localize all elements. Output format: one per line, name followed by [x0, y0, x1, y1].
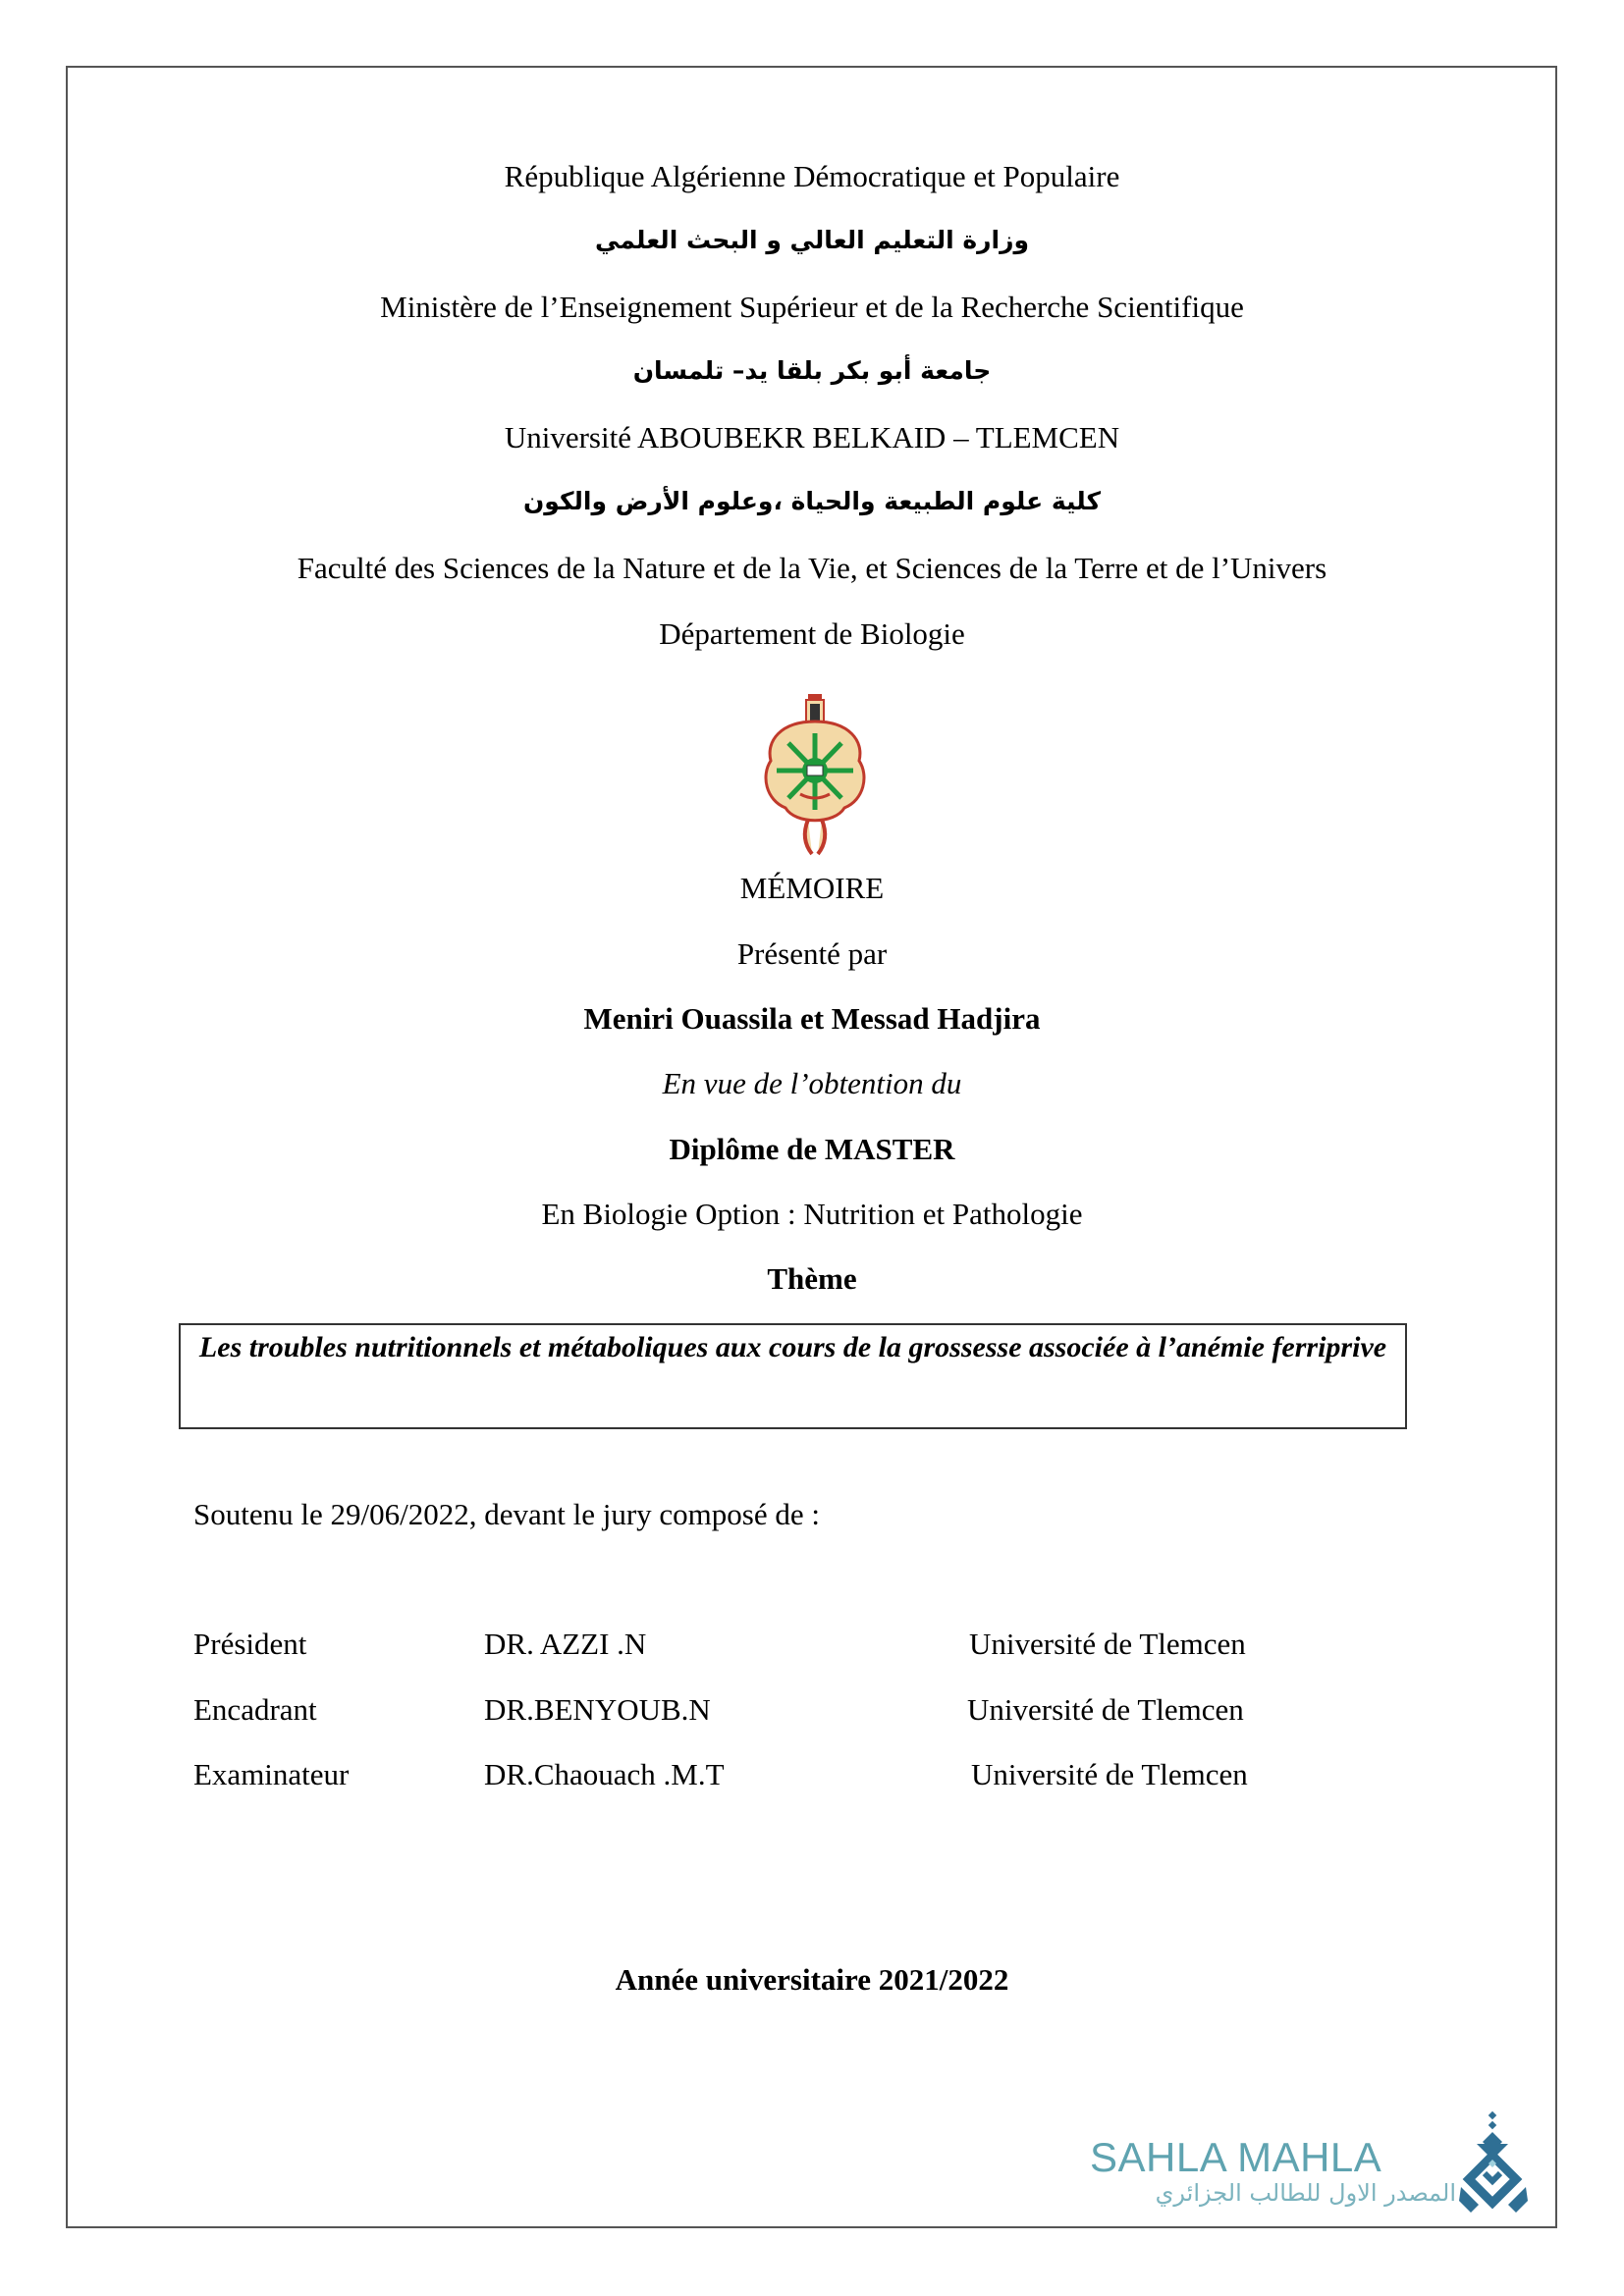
jury-institution: Université de Tlemcen — [969, 1627, 1246, 1661]
watermark-brand: SAHLA MAHLA — [1090, 2134, 1382, 2180]
jury-name: DR.Chaouach .M.T — [484, 1757, 725, 1791]
republic-title: République Algérienne Démocratique et Populaire — [504, 159, 1120, 193]
degree-purpose: En vue de l’obtention du — [662, 1066, 962, 1100]
jury-institution: Université de Tlemcen — [971, 1757, 1248, 1791]
department-title: Département de Biologie — [659, 616, 965, 651]
jury-role: Encadrant — [193, 1692, 317, 1727]
jury-name: DR.BENYOUB.N — [484, 1692, 711, 1727]
jury-role: Examinateur — [193, 1757, 350, 1791]
theme-title: Les troubles nutritionnels et métaboliques aux cours de la grossesse associée à l’anémie ferriprive — [198, 1331, 1387, 1363]
degree-option: En Biologie Option : Nutrition et Pathologie — [541, 1197, 1083, 1231]
university-emblem-icon — [761, 692, 869, 859]
document-type: MÉMOIRE — [739, 871, 885, 905]
defense-statement: Soutenu le 29/06/2022, devant le jury composé de : — [193, 1497, 820, 1531]
presented-by: Présenté par — [736, 936, 888, 971]
jury-role: Président — [193, 1627, 307, 1661]
watermark-tagline: المصدر الاول للطالب الجزائري — [1155, 2179, 1456, 2207]
authors: Meniri Ouassila et Messad Hadjira — [583, 1001, 1041, 1036]
university-title: Université ABOUBEKR BELKAID – TLEMCEN — [504, 420, 1120, 454]
theme-label: Thème — [767, 1261, 857, 1296]
degree-title: Diplôme de MASTER — [669, 1132, 955, 1166]
faculty-title: Faculté des Sciences de la Nature et de la Vie, et Sciences de la Terre et de l’Univers — [297, 551, 1327, 585]
theme-box — [179, 1323, 1407, 1429]
jury-name: DR. AZZI .N — [484, 1627, 647, 1661]
faculty-arabic: كلية علوم الطبيعة والحياة ،وعلوم الأرض والكون — [522, 487, 1102, 515]
jury-institution: Université de Tlemcen — [967, 1692, 1244, 1727]
ministry-title: Ministère de l’Enseignement Supérieur et de la Recherche Scientifique — [380, 290, 1244, 324]
ministry-arabic: وزارة التعليم العالي و البحث العلمي — [594, 226, 1030, 254]
sahla-mahla-logo-icon — [1457, 2110, 1530, 2220]
university-arabic: جامعة أبو بكر بلقا يد– تلمسان — [632, 356, 992, 385]
academic-year: Année universitaire 2021/2022 — [615, 1962, 1009, 1997]
